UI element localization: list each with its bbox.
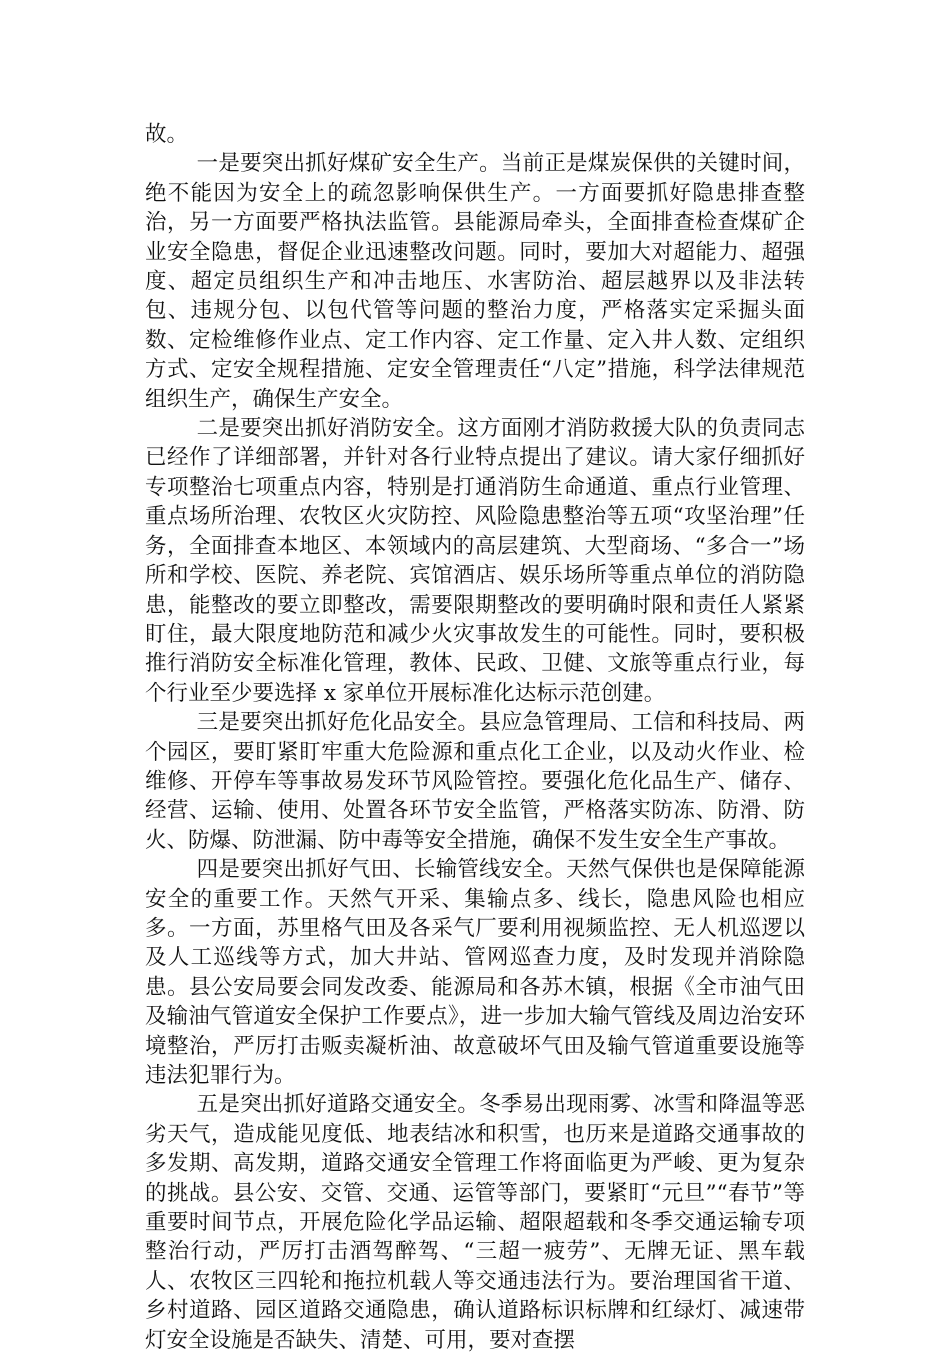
paragraph-continuation: 故。 — [145, 122, 189, 147]
paragraph-fire-safety: 二是要突出抓好消防安全。这方面刚才消防救援大队的负责同志已经作了详细部署，并针对各行业特点提出了建议。请大家仔细抓好专项整治七项重点内容，特别是打通消防生命通道、重点行业管理、重点场所治理、农牧区火灾防控、风险隐患整治等五项“攻坚治理”任务，全面排查本地区、本领域内的高层建筑、大型商场、“多合一”场所和学校、医院、养老院、宾馆酒店、娱乐场所等重点单位的消防隐患，能整改的要立即整改，需要限期整改的要明确时限和责任人紧紧盯住，最大限度地防范和减少火灾事故发生的可能性。同时，要积极推行消防安全标准化管理，教体、民政、卫健、文旅等重点行业，每个行业至少要选择 x 家单位开展标准化达标示范创建。 — [145, 416, 805, 706]
paragraph-coal-mine-safety: 一是要突出抓好煤矿安全生产。当前正是煤炭保供的关键时间，绝不能因为安全上的疏忽影响保供生产。一方面要抓好隐患排查整治，另一方面要严格执法监管。县能源局牵头，全面排查检查煤矿企业安全隐患，督促企业迅速整改问题。同时，要加大对超能力、超强度、超定员组织生产和冲击地压、水害防治、超层越界以及非法转包、违规分包、以包代管等问题的整治力度，严格落实定采掘头面数、定检维修作业点、定工作内容、定工作量、定入井人数、定组织方式、定安全规程措施、定安全管理责任“八定”措施，科学法律规范组织生产，确保生产安全。 — [145, 151, 805, 412]
document-body — [145, 120, 805, 1355]
paragraph-road-traffic: 五是突出抓好道路交通安全。冬季易出现雨雾、冰雪和降温等恶劣天气，造成能见度低、地表结冰和积雪，也历来是道路交通事故的多发期、高发期，道路交通安全管理工作将面临更为严峻、更为复杂的挑战。县公安、交管、交通、运管等部门，要紧盯“元旦”“春节”等重要时间节点，开展危险化学品运输、超限超载和冬季交通运输专项整治行动，严厉打击酒驾醉驾、“三超一疲劳”、无牌无证、黑车载人、农牧区三四轮和拖拉机载人等交通违法行为。要治理国省干道、乡村道路、园区道路交通隐患，确认道路标识标牌和红绿灯、减速带灯安全设施是否缺失、清楚、可用，要对查摆 — [145, 1092, 805, 1353]
paragraph-hazardous-chemicals: 三是要突出抓好危化品安全。县应急管理局、工信和科技局、两个园区，要盯紧盯牢重大危险源和重点化工企业，以及动火作业、检维修、开停车等事故易发环节风险管控。要强化危化品生产、储存、经营、运输、使用、处置各环节安全监管，严格落实防冻、防滑、防火、防爆、防泄漏、防中毒等安全措施，确保不发生安全生产事故。 — [145, 710, 805, 853]
paragraph-gas-field-pipeline: 四是要突出抓好气田、长输管线安全。天然气保供也是保障能源安全的重要工作。天然气开采、集输点多、线长，隐患风险也相应多。一方面，苏里格气田及各采气厂要利用视频监控、无人机巡逻以及人工巡线等方式，加大井站、管网巡查力度，及时发现并消除隐患。县公安局要会同发改委、能源局和各苏木镇，根据《全市油气田及输油气管道安全保护工作要点》，进一步加大输气管线及周边治安环境整治，严厉打击贩卖凝析油、故意破坏气田及输气管道重要设施等违法犯罪行为。 — [145, 857, 805, 1088]
